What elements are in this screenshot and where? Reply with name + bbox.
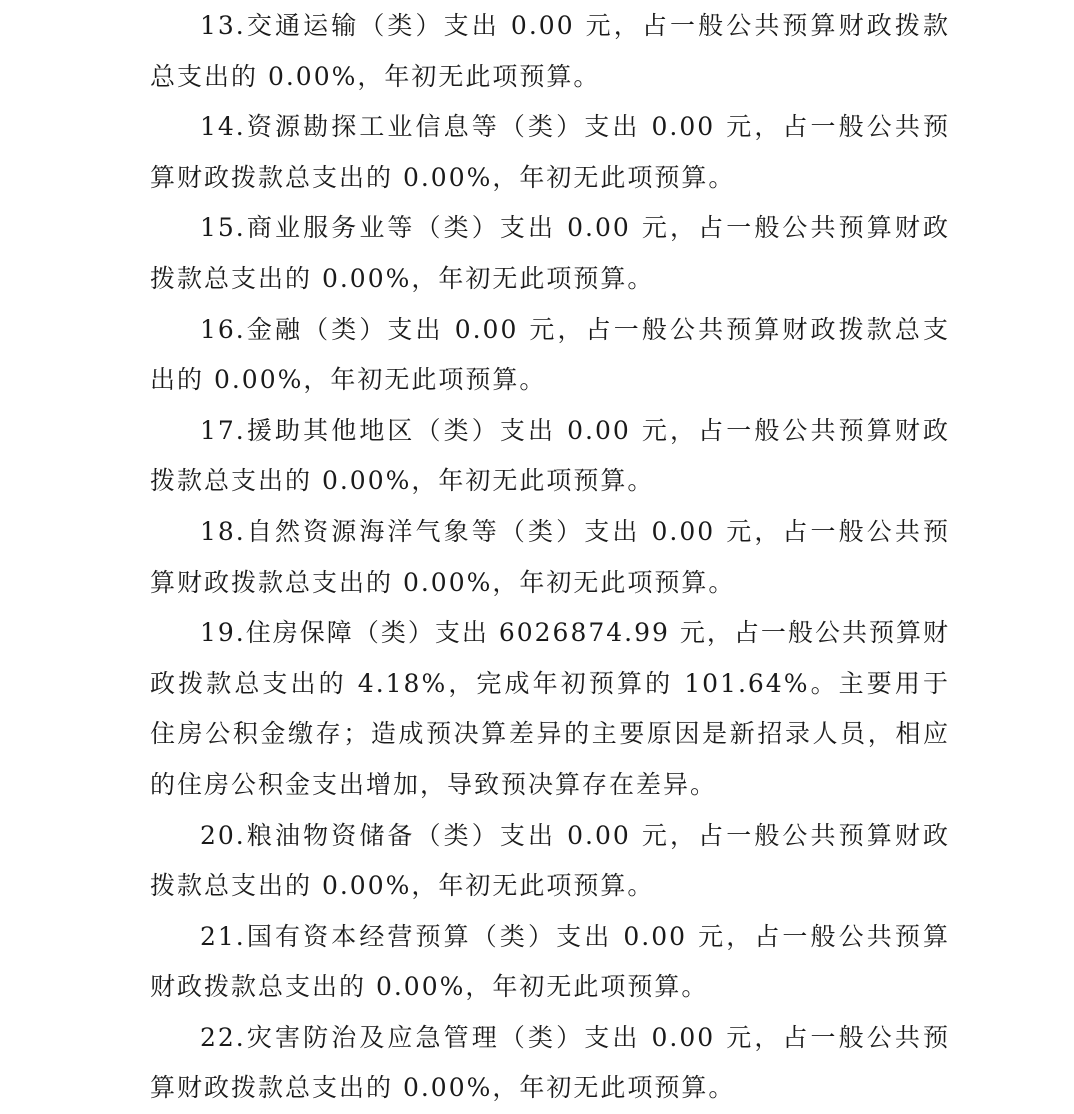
paragraph-item-18: 18.自然资源海洋气象等（类）支出 0.00 元，占一般公共预算财政拨款总支出的 0.00%，年初无此项预算。: [150, 516, 950, 597]
paragraph-item-21: 21.国有资本经营预算（类）支出 0.00 元，占一般公共预算财政拨款总支出的 0.00%，年初无此项预算。: [150, 921, 950, 1002]
paragraph-item-20: 20.粮油物资储备（类）支出 0.00 元，占一般公共预算财政拨款总支出的 0.00%，年初无此项预算。: [150, 820, 950, 901]
paragraph-item-15: 15.商业服务业等（类）支出 0.00 元，占一般公共预算财政拨款总支出的 0.00%，年初无此项预算。: [150, 213, 950, 293]
paragraph-item-14: 14.资源勘探工业信息等（类）支出 0.00 元，占一般公共预算财政拨款总支出的 0.00%，年初无此项预算。: [150, 112, 950, 192]
paragraph-item-17: 17.援助其他地区（类）支出 0.00 元，占一般公共预算财政拨款总支出的 0.00%，年初无此项预算。: [150, 415, 950, 496]
paragraph-item-22: 22.灾害防治及应急管理（类）支出 0.00 元，占一般公共预算财政拨款总支出的 0.00%，年初无此项预算。: [150, 1022, 950, 1103]
paragraph-item-19: 19.住房保障（类）支出 6026874.99 元，占一般公共预算财政拨款总支出的 4.18%，完成年初预算的 101.64%。主要用于住房公积金缴存；造成预决算差异的主要原因是新招录人员，相应的住房公积金支出增加，导致预决算存在差异。: [150, 618, 950, 799]
paragraph-item-16: 16.金融（类）支出 0.00 元，占一般公共预算财政拨款总支出的 0.00%，年初无此项预算。: [150, 314, 950, 395]
document-body: [150, 0, 950, 1114]
paragraph-item-13: 13.交通运输（类）支出 0.00 元，占一般公共预算财政拨款总支出的 0.00%，年初无此项预算。: [150, 11, 950, 91]
